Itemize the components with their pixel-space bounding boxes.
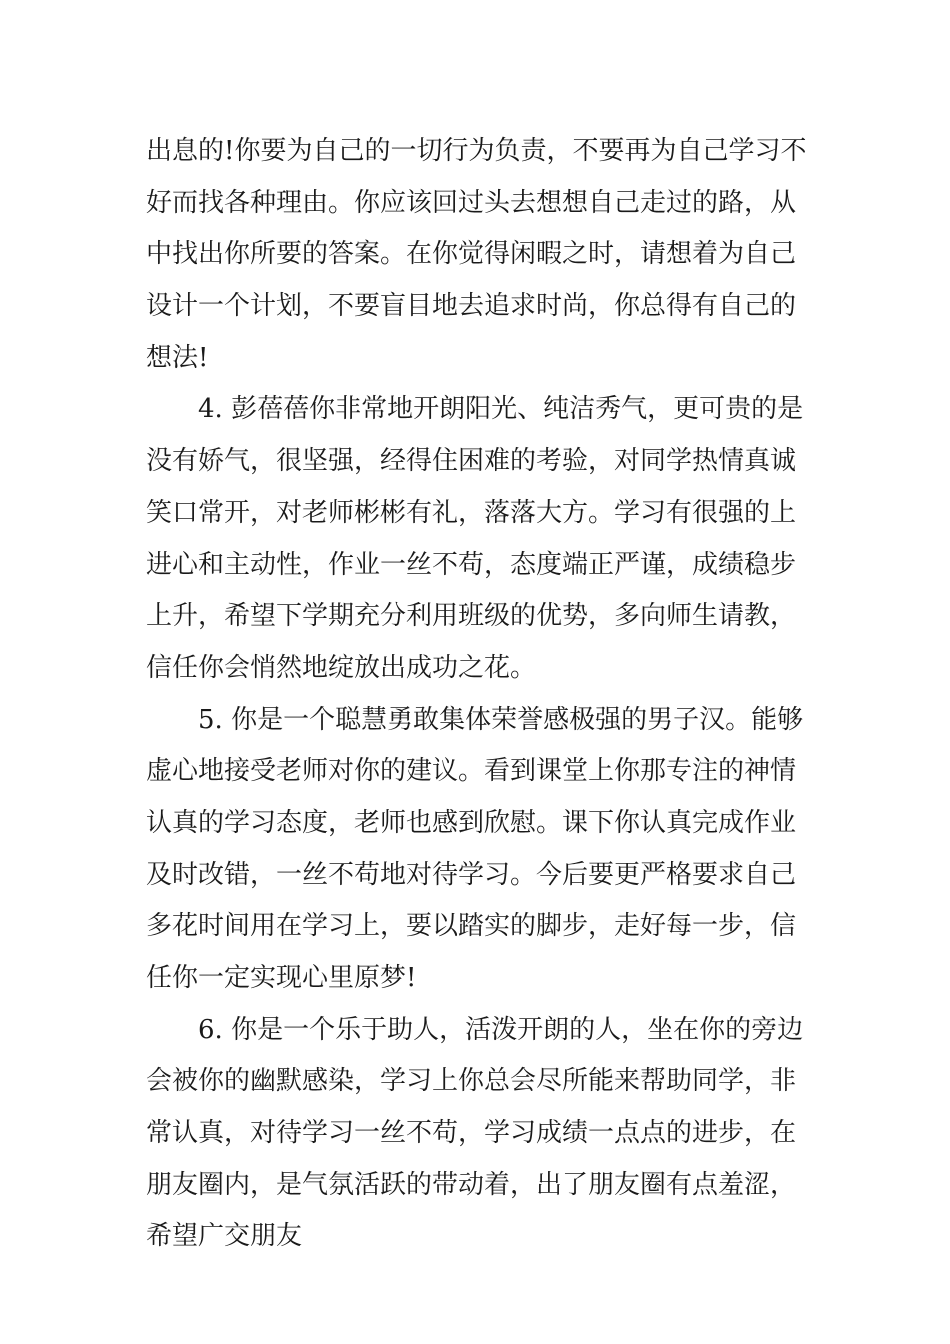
document-body bbox=[146, 126, 816, 1263]
text-line: 设计一个计划，不要盲目地去追求时尚，你总得有自己的 bbox=[146, 291, 797, 322]
text-line: 常认真，对待学习一丝不苟，学习成绩一点点的进步，在 bbox=[146, 1118, 797, 1149]
text-line: 认真的学习态度，老师也感到欣慰。课下你认真完成作业 bbox=[146, 807, 797, 838]
text-line: 会被你的幽默感染，学习上你总会尽所能来帮助同学，非 bbox=[146, 1066, 797, 1097]
text-line: 中找出你所要的答案。在你觉得闲暇之时，请想着为自己 bbox=[146, 239, 797, 270]
text-line: 笑口常开，对老师彬彬有礼，落落大方。学习有很强的上 bbox=[146, 497, 797, 528]
paragraph-5-first-line: 5. 你是一个聪慧勇敢集体荣誉感极强的男子汉。能够 bbox=[198, 704, 804, 735]
text-line: 信任你会悄然地绽放出成功之花。 bbox=[146, 652, 537, 683]
text-line: 虚心地接受老师对你的建议。看到课堂上你那专注的神情 bbox=[146, 756, 797, 787]
text-line: 希望广交朋友 bbox=[146, 1221, 303, 1252]
text-line: 想法! bbox=[146, 342, 209, 373]
text-line: 任你一定实现心里原梦! bbox=[146, 963, 417, 993]
text-line: 进心和主动性，作业一丝不苟，态度端正严谨，成绩稳步 bbox=[146, 549, 797, 580]
paragraph-4-first-line: 4. 彭蓓蓓你非常地开朗阳光、纯洁秀气，更可贵的是 bbox=[198, 394, 804, 425]
text-line: 好而找各种理由。你应该回过头去想想自己走过的路，从 bbox=[146, 187, 797, 218]
text-line: 及时改错，一丝不苟地对待学习。今后要更严格要求自己 bbox=[146, 859, 797, 890]
text-line: 上升，希望下学期充分利用班级的优势，多向师生请教， bbox=[146, 601, 797, 632]
text-line: 没有娇气，很坚强，经得住困难的考验，对同学热情真诚 bbox=[146, 446, 797, 477]
text-line: 出息的!你要为自己的一切行为负责，不要再为自己学习不 bbox=[146, 136, 807, 166]
text-line: 朋友圈内，是气氛活跃的带动着，出了朋友圈有点羞涩， bbox=[146, 1169, 797, 1200]
paragraph-6-first-line: 6. 你是一个乐于助人，活泼开朗的人，坐在你的旁边 bbox=[198, 1014, 804, 1045]
text-line: 多花时间用在学习上，要以踏实的脚步，走好每一步，信 bbox=[146, 911, 797, 942]
